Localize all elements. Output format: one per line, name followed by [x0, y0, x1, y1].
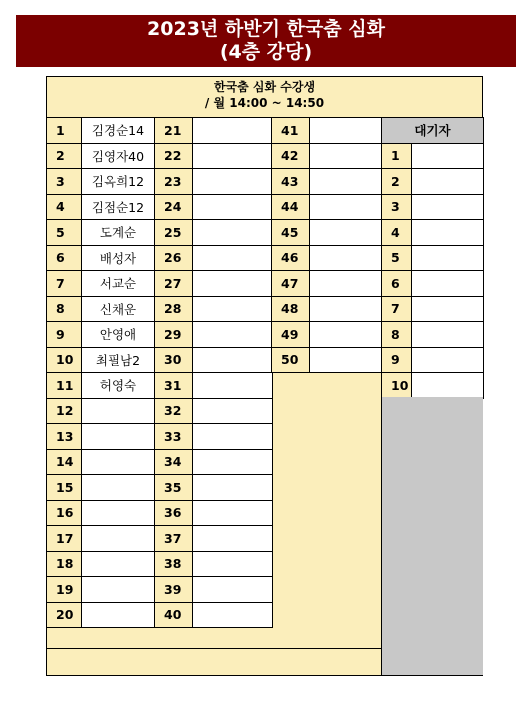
student-name[interactable]: 김점순12 — [82, 194, 155, 220]
student-name[interactable] — [310, 271, 382, 297]
seat-number: 42 — [272, 143, 310, 169]
student-name[interactable]: 김경순14 — [82, 118, 155, 144]
student-name[interactable] — [193, 551, 273, 577]
table-row — [47, 194, 273, 220]
table-row — [47, 551, 273, 577]
table-row — [47, 169, 273, 195]
seat-number: 48 — [272, 296, 310, 322]
student-name[interactable] — [82, 551, 155, 577]
seat-number: 15 — [47, 475, 82, 501]
student-name[interactable] — [82, 424, 155, 450]
table-row — [47, 322, 273, 348]
seat-number: 35 — [155, 475, 193, 501]
seat-number: 26 — [155, 245, 193, 271]
title-line-1: 2023년 하반기 한국춤 심화 — [147, 18, 385, 40]
seat-number: 28 — [155, 296, 193, 322]
student-name[interactable]: 신채운 — [82, 296, 155, 322]
waitlist-number: 7 — [382, 296, 412, 322]
table-row — [47, 577, 273, 603]
seat-number: 22 — [155, 143, 193, 169]
student-name[interactable] — [82, 577, 155, 603]
student-name[interactable] — [193, 194, 273, 220]
student-name[interactable] — [310, 322, 382, 348]
student-name[interactable] — [193, 220, 273, 246]
student-name[interactable] — [193, 526, 273, 552]
student-name[interactable]: 김옥희12 — [82, 169, 155, 195]
table-row — [272, 347, 382, 373]
seat-number: 34 — [155, 449, 193, 475]
seat-number: 38 — [155, 551, 193, 577]
student-name[interactable] — [193, 424, 273, 450]
waitlist-name[interactable] — [412, 373, 484, 399]
student-name[interactable] — [310, 220, 382, 246]
student-name[interactable] — [193, 475, 273, 501]
seat-number: 23 — [155, 169, 193, 195]
seat-number: 39 — [155, 577, 193, 603]
table-row — [47, 220, 273, 246]
seat-number: 20 — [47, 602, 82, 628]
waitlist-number: 2 — [382, 169, 412, 195]
student-name[interactable] — [310, 118, 382, 144]
student-name[interactable] — [82, 449, 155, 475]
waitlist-name[interactable] — [412, 296, 484, 322]
table-row — [382, 169, 484, 195]
table-row — [272, 296, 382, 322]
seat-number: 9 — [47, 322, 82, 348]
table-row — [47, 118, 273, 144]
waitlist-number: 5 — [382, 245, 412, 271]
seat-number: 5 — [47, 220, 82, 246]
table-row — [272, 143, 382, 169]
seat-number: 18 — [47, 551, 82, 577]
table-row — [382, 220, 484, 246]
waitlist-number: 9 — [382, 347, 412, 373]
seat-number: 3 — [47, 169, 82, 195]
seat-number: 14 — [47, 449, 82, 475]
waitlist-name[interactable] — [412, 220, 484, 246]
waitlist-number: 4 — [382, 220, 412, 246]
table-row — [382, 271, 484, 297]
waitlist-table — [381, 117, 484, 399]
roster-header-schedule: / 월 14:00 ~ 14:50 — [204, 96, 325, 110]
table-row — [47, 424, 273, 450]
table-row — [47, 449, 273, 475]
roster-header-title: 한국춤 심화 수강생 — [213, 80, 316, 94]
student-name[interactable] — [193, 118, 273, 144]
student-name[interactable] — [82, 526, 155, 552]
seat-number: 29 — [155, 322, 193, 348]
student-name[interactable] — [310, 347, 382, 373]
table-row — [47, 296, 273, 322]
waitlist-name[interactable] — [412, 322, 484, 348]
student-name[interactable] — [193, 398, 273, 424]
student-name[interactable]: 도계순 — [82, 220, 155, 246]
table-row — [272, 169, 382, 195]
student-name[interactable] — [193, 143, 273, 169]
waitlist-number: 1 — [382, 143, 412, 169]
seat-number: 36 — [155, 500, 193, 526]
waitlist-name[interactable] — [412, 143, 484, 169]
waitlist-number: 6 — [382, 271, 412, 297]
table-row — [272, 194, 382, 220]
seat-number: 30 — [155, 347, 193, 373]
table-row — [47, 526, 273, 552]
student-name[interactable] — [193, 271, 273, 297]
table-row — [47, 500, 273, 526]
student-name[interactable]: 서교순 — [82, 271, 155, 297]
table-row — [47, 602, 273, 628]
student-name[interactable] — [82, 475, 155, 501]
waitlist-name[interactable] — [412, 347, 484, 373]
student-name[interactable]: 최필남2 — [82, 347, 155, 373]
student-name[interactable] — [310, 169, 382, 195]
page-title — [16, 15, 516, 67]
waitlist-name[interactable] — [412, 245, 484, 271]
student-name[interactable] — [193, 602, 273, 628]
waitlist-unused-area — [381, 397, 483, 675]
student-name[interactable] — [193, 347, 273, 373]
table-row — [272, 220, 382, 246]
seat-number: 45 — [272, 220, 310, 246]
table-row — [47, 475, 273, 501]
student-name[interactable] — [310, 296, 382, 322]
table-row — [272, 271, 382, 297]
student-name[interactable]: 배성자 — [82, 245, 155, 271]
seat-number: 1 — [47, 118, 82, 144]
seat-number: 19 — [47, 577, 82, 603]
table-row — [382, 373, 484, 399]
waitlist-number: 10 — [382, 373, 412, 399]
student-name[interactable] — [82, 500, 155, 526]
seat-number: 33 — [155, 424, 193, 450]
waitlist-name[interactable] — [412, 271, 484, 297]
table-row — [272, 118, 382, 144]
table-row — [382, 194, 484, 220]
footer-row — [46, 648, 381, 676]
student-name[interactable] — [193, 373, 273, 399]
seat-number: 43 — [272, 169, 310, 195]
student-name[interactable]: 허영숙 — [82, 373, 155, 399]
roster-header — [46, 76, 483, 117]
table-row — [382, 143, 484, 169]
student-name[interactable] — [310, 245, 382, 271]
student-name[interactable] — [193, 169, 273, 195]
seat-number: 31 — [155, 373, 193, 399]
table-row — [47, 398, 273, 424]
seat-number: 24 — [155, 194, 193, 220]
student-name[interactable] — [82, 602, 155, 628]
student-name[interactable] — [193, 500, 273, 526]
table-row — [382, 347, 484, 373]
seat-number: 7 — [47, 271, 82, 297]
waitlist-name[interactable] — [412, 169, 484, 195]
seat-number: 6 — [47, 245, 82, 271]
seat-number: 50 — [272, 347, 310, 373]
seat-number: 10 — [47, 347, 82, 373]
seat-number: 25 — [155, 220, 193, 246]
student-name[interactable] — [193, 296, 273, 322]
table-row — [272, 322, 382, 348]
table-row — [47, 373, 273, 399]
table-row — [382, 296, 484, 322]
table-row — [272, 245, 382, 271]
title-line-2: (4층 강당) — [219, 41, 313, 63]
seat-number: 32 — [155, 398, 193, 424]
seat-number: 2 — [47, 143, 82, 169]
student-name[interactable]: 김영자40 — [82, 143, 155, 169]
waitlist-name[interactable] — [412, 194, 484, 220]
seat-number: 17 — [47, 526, 82, 552]
table-row — [47, 143, 273, 169]
seat-number: 11 — [47, 373, 82, 399]
waitlist-number: 3 — [382, 194, 412, 220]
student-table-col3 — [271, 117, 382, 373]
seat-number: 46 — [272, 245, 310, 271]
table-row — [47, 347, 273, 373]
seat-number: 47 — [272, 271, 310, 297]
waitlist-number: 8 — [382, 322, 412, 348]
seat-number: 27 — [155, 271, 193, 297]
table-row — [382, 245, 484, 271]
seat-number: 40 — [155, 602, 193, 628]
table-row — [47, 271, 273, 297]
student-name[interactable] — [310, 194, 382, 220]
seat-number: 41 — [272, 118, 310, 144]
seat-number: 16 — [47, 500, 82, 526]
seat-number: 8 — [47, 296, 82, 322]
table-row — [382, 322, 484, 348]
waitlist-header: 대기자 — [382, 118, 484, 144]
student-name[interactable] — [193, 322, 273, 348]
student-table-main — [46, 117, 273, 628]
seat-number: 44 — [272, 194, 310, 220]
seat-number: 13 — [47, 424, 82, 450]
student-name[interactable] — [82, 398, 155, 424]
student-name[interactable] — [193, 245, 273, 271]
table-row — [47, 245, 273, 271]
student-name[interactable] — [310, 143, 382, 169]
seat-number: 49 — [272, 322, 310, 348]
seat-number: 21 — [155, 118, 193, 144]
seat-number: 4 — [47, 194, 82, 220]
student-name[interactable]: 안영애 — [82, 322, 155, 348]
seat-number: 12 — [47, 398, 82, 424]
student-name[interactable] — [193, 449, 273, 475]
student-name[interactable] — [193, 577, 273, 603]
seat-number: 37 — [155, 526, 193, 552]
